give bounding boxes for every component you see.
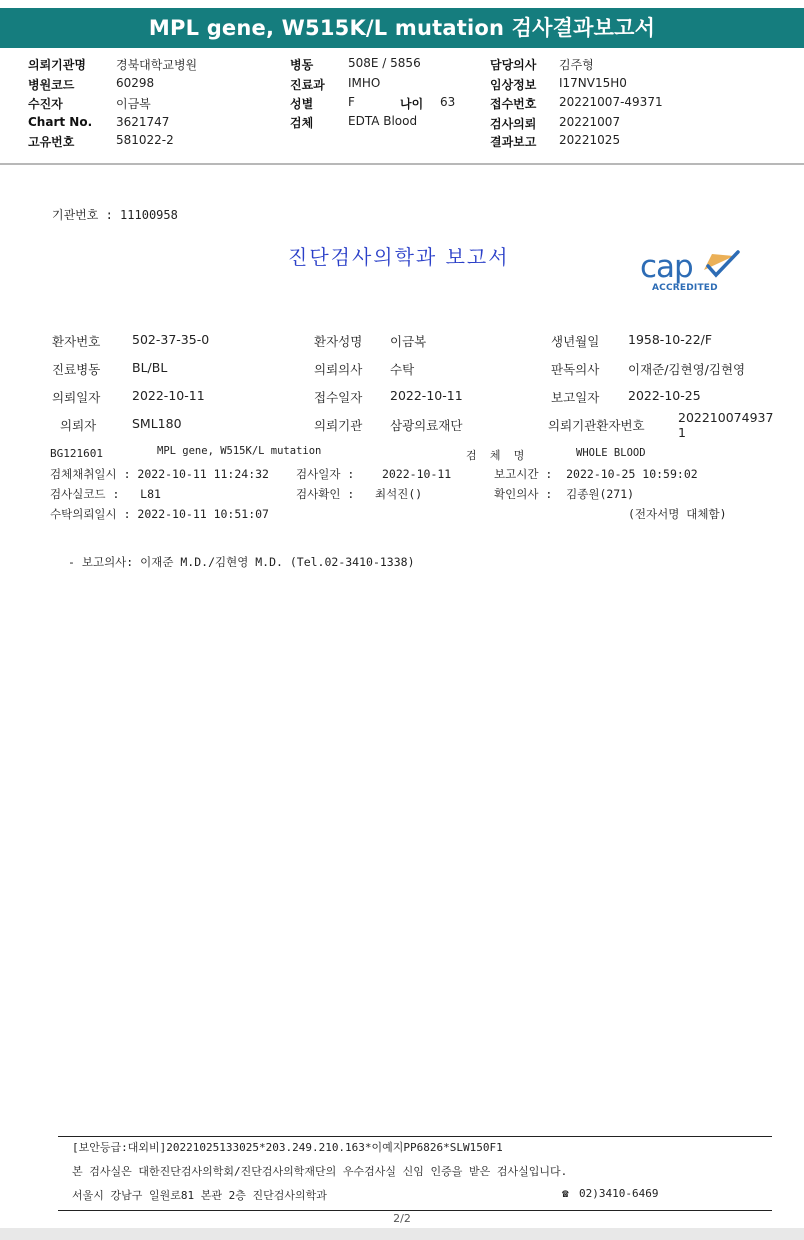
cap-accredited-logo: [640, 250, 744, 298]
institution-number: 기관번호 : 11100958: [52, 208, 178, 222]
value-ward: 508E / 5856: [348, 56, 421, 70]
value-unique-no: 581022-2: [116, 133, 174, 147]
label-result-report: 결과보고: [490, 135, 537, 149]
label-sex: 성별: [290, 97, 314, 111]
viewer-bottom-band: [0, 1228, 804, 1240]
label-department: 진료과: [290, 78, 325, 92]
value-specimen: EDTA Blood: [348, 114, 418, 128]
value-department: IMHO: [348, 76, 381, 90]
label-birth-date: 생년월일: [551, 334, 600, 349]
value-clinical-info: I17NV15H0: [559, 76, 627, 90]
value-attending-doctor: 김주형: [559, 58, 594, 72]
reporting-doctor: - 보고의사: 이재준 M.D./김현영 M.D. (Tel.02-3410-1338): [68, 555, 415, 569]
test-code: BG121601: [50, 447, 103, 460]
header-divider: [0, 163, 804, 165]
test-date: 검사일자 : 2022-10-11: [296, 467, 452, 481]
value-birth-date: 1958-10-22/F: [628, 332, 713, 347]
value-requesting-institution: 삼광의료재단: [390, 418, 463, 433]
report-heading: 진단검사의학과 보고서: [288, 245, 510, 269]
label-age: 나이: [400, 97, 424, 111]
value-request-date: 2022-10-11: [132, 388, 205, 403]
label-specimen-name: 검 체 명: [466, 449, 525, 462]
page-number: 2/2: [393, 1212, 411, 1225]
footer-bottom-rule: [58, 1210, 772, 1211]
value-patient: 이금복: [116, 97, 151, 111]
label-receipt-no: 접수번호: [490, 97, 537, 111]
value-chart-no: 3621747: [116, 115, 170, 129]
value-result-report: 20221025: [559, 133, 621, 147]
label-hospital-code: 병원코드: [28, 78, 75, 92]
label-requester: 의뢰자: [60, 418, 97, 433]
report-document: [0, 166, 804, 1226]
label-specimen: 검체: [290, 116, 314, 130]
value-test-request: 20221007: [559, 115, 621, 129]
value-receipt-date: 2022-10-11: [390, 388, 463, 403]
value-report-date: 2022-10-25: [628, 388, 701, 403]
test-verification: 검사확인 : 최석진(): [296, 487, 423, 501]
label-patient-number: 환자번호: [52, 334, 101, 349]
security-line: [보안등급:대외비]20221025133025*203.249.210.163*이예지PP6826*SLW150F1: [72, 1141, 503, 1154]
label-receipt-date: 접수일자: [314, 390, 363, 405]
value-requesting-org: 경북대학교병원: [116, 58, 198, 72]
value-patient-name: 이금복: [390, 334, 427, 349]
label-requesting-org: 의뢰기관명: [28, 58, 86, 72]
cap-check-icon: [698, 248, 744, 282]
footer-top-rule: [58, 1136, 772, 1137]
value-hospital-code: 60298: [116, 76, 155, 90]
report-time: 보고시간 : 2022-10-25 10:59:02: [494, 467, 698, 481]
certification-statement: 본 검사실은 대한진단검사의학회/진단검사의학재단의 우수검사실 신임 인증을 받은 검사실입니다.: [72, 1165, 568, 1178]
value-patient-number: 502-37-35-0: [132, 332, 210, 347]
value-care-ward: BL/BL: [132, 360, 168, 375]
value-specimen-name: WHOLE BLOOD: [576, 447, 646, 459]
label-attending-doctor: 담당의사: [490, 58, 537, 72]
test-name: MPL gene, W515K/L mutation: [157, 445, 322, 457]
label-patient-name: 환자성명: [314, 334, 363, 349]
value-requesting-doctor: 수탁: [390, 362, 415, 377]
electronic-signature-note: (전자서명 대체함): [628, 507, 727, 521]
report-title-bar: MPL gene, W515K/L mutation 검사결과보고서: [0, 8, 804, 48]
label-requesting-institution: 의뢰기관: [314, 418, 363, 433]
lab-code: 검사실코드 : L81: [50, 487, 161, 501]
outsourced-request-datetime: 수탁의뢰일시 : 2022-10-11 10:51:07: [50, 507, 269, 521]
label-patient: 수진자: [28, 97, 63, 111]
label-requesting-doctor: 의뢰의사: [314, 362, 363, 377]
lab-phone: 02)3410-6469: [579, 1187, 659, 1200]
lab-address: 서울시 강남구 일원로81 본관 2층 진단검사의학과: [72, 1189, 327, 1202]
cap-accredited-text: ACCREDITED: [652, 283, 718, 293]
collection-datetime: 검체채취일시 : 2022-10-11 11:24:32: [50, 467, 269, 481]
label-unique-no: 고유번호: [28, 135, 75, 149]
label-care-ward: 진료병동: [52, 362, 101, 377]
label-request-date: 의뢰일자: [52, 390, 101, 405]
value-reading-doctor: 이재준/김현영/김현영: [628, 362, 746, 377]
label-reading-doctor: 판독의사: [551, 362, 600, 377]
label-report-date: 보고일자: [551, 390, 600, 405]
label-chart-no: Chart No.: [28, 115, 93, 129]
verifying-doctor: 확인의사 : 김종원(271): [494, 487, 635, 501]
value-sex: F: [348, 95, 355, 109]
phone-icon: ☎: [562, 1187, 569, 1200]
cap-logo-text: cap: [640, 249, 693, 285]
label-institution-patient-no: 의뢰기관환자번호: [548, 418, 645, 433]
label-test-request: 검사의뢰: [490, 117, 537, 131]
header-info: [0, 52, 804, 152]
value-institution-patient-no-cont: 1: [678, 425, 686, 440]
value-age: 63: [440, 95, 456, 109]
label-clinical-info: 임상정보: [490, 78, 537, 92]
value-receipt-no: 20221007-49371: [559, 95, 663, 109]
value-requester: SML180: [132, 416, 182, 431]
value-institution-patient-no: 202210074937: [678, 410, 774, 425]
label-ward: 병동: [290, 58, 314, 72]
